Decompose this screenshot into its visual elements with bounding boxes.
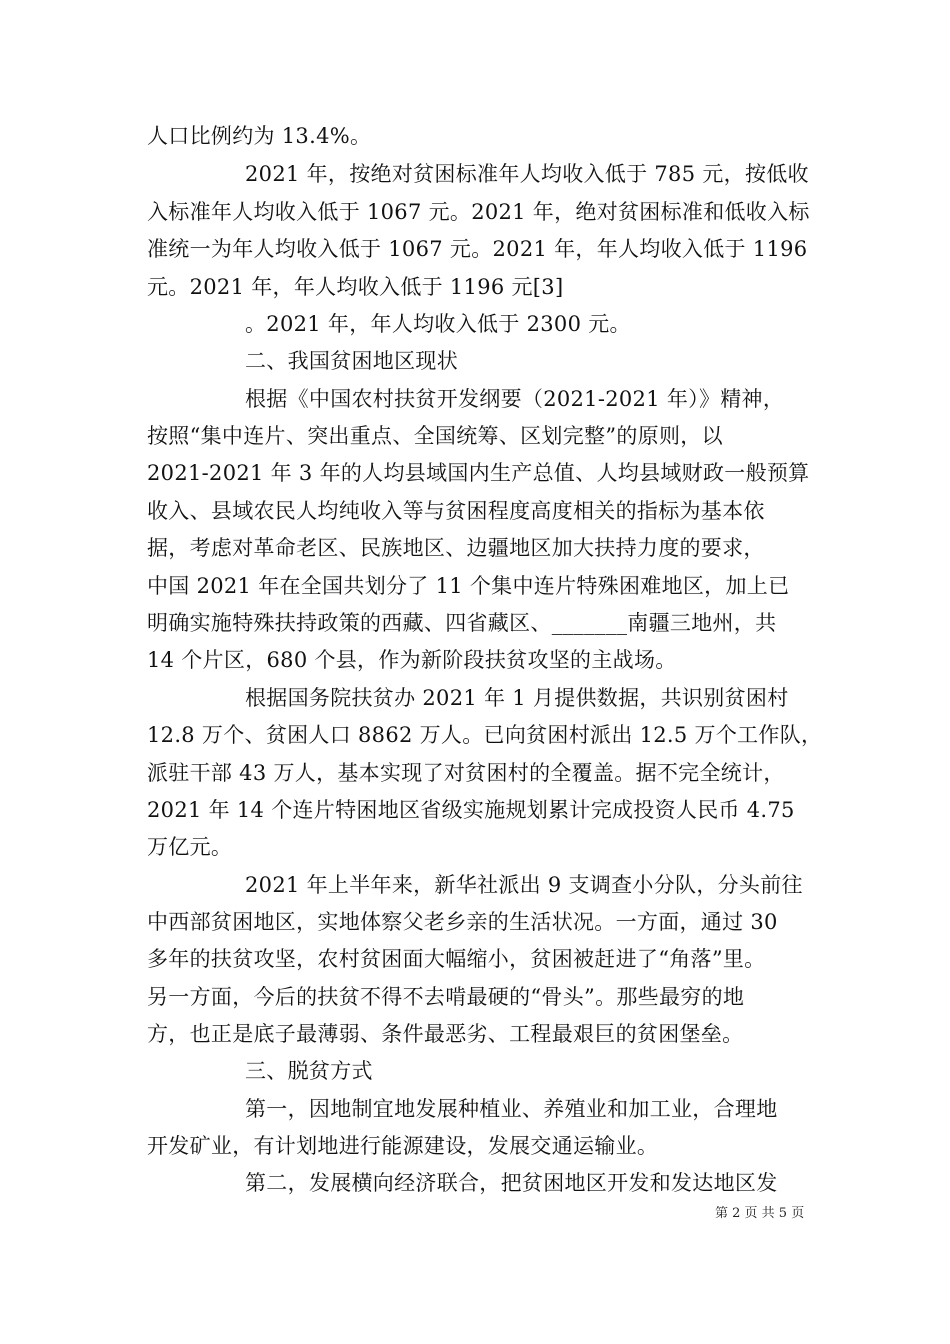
text-line: 收入、县域农民人均纯收入等与贫困程度高度相关的指标为基本依 — [147, 499, 765, 523]
text-line: 准统一为年人均收入低于 1067 元。2021 年，年人均收入低于 1196 — [147, 237, 808, 261]
text-line: 第一，因地制宜地发展种植业、养殖业和加工业，合理地 — [245, 1097, 778, 1121]
section-heading: 三、脱贫方式 — [245, 1059, 373, 1083]
text-line: 万亿元。 — [147, 835, 233, 859]
text-line: 根据《中国农村扶贫开发纲要（2021-2021 年）》精神， — [245, 387, 785, 411]
text-line: 12.8 万个、贫困人口 8862 万人。已向贫困村派出 12.5 万个工作队， — [147, 723, 823, 747]
text-line: 多年的扶贫攻坚，农村贫困面大幅缩小，贫困被赶进了“角落”里。 — [147, 947, 766, 971]
text-line: 派驻干部 43 万人，基本实现了对贫困村的全覆盖。据不完全统计， — [147, 761, 785, 785]
text-line: 第二，发展横向经济联合，把贫困地区开发和发达地区发 — [245, 1171, 778, 1195]
text-line: 按照“集中连片、突出重点、全国统筹、区划完整”的原则，以 — [147, 424, 723, 448]
text-line: 开发矿业，有计划地进行能源建设，发展交通运输业。 — [147, 1134, 659, 1158]
text-line: 入标准年人均收入低于 1067 元。2021 年，绝对贫困标准和低收入标 — [147, 200, 810, 224]
text-line: 中国 2021 年在全国共划分了 11 个集中连片特殊困难地区，加上已 — [147, 574, 790, 598]
text-line: 2021-2021 年 3 年的人均县域国内生产总值、人均县域财政一般预算 — [147, 461, 810, 485]
text-line: 人口比例约为 13.4%。 — [147, 124, 372, 148]
text-line: 根据国务院扶贫办 2021 年 1 月提供数据，共识别贫困村 — [245, 686, 789, 710]
text-line: 14 个片区，680 个县，作为新阶段扶贫攻坚的主战场。 — [147, 648, 677, 672]
text-line: 2021 年上半年来，新华社派出 9 支调查小分队，分头前往 — [245, 873, 803, 897]
text-line: 中西部贫困地区，实地体察父老乡亲的生活状况。一方面，通过 30 — [147, 910, 778, 934]
text-line: 。2021 年，年人均收入低于 2300 元。 — [245, 312, 631, 336]
text-line: 据，考虑对革命老区、民族地区、边疆地区加大扶持力度的要求， — [147, 536, 765, 560]
section-heading: 二、我国贫困地区现状 — [245, 349, 458, 373]
text-line: 元。2021 年，年人均收入低于 1196 元[3] — [147, 275, 564, 299]
text-line: 明确实施特殊扶持政策的西藏、四省藏区、_______南疆三地州，共 — [147, 611, 777, 635]
text-line: 2021 年，按绝对贫困标准年人均收入低于 785 元，按低收 — [245, 162, 809, 186]
text-line: 2021 年 14 个连片特困地区省级实施规划累计完成投资人民币 4.75 — [147, 798, 795, 822]
page-number-footer: 第 2 页 共 5 页 — [715, 1206, 805, 1221]
text-line: 另一方面，今后的扶贫不得不去啃最硬的“骨头”。那些最穷的地 — [147, 985, 745, 1009]
text-line: 方，也正是底子最薄弱、条件最恶劣、工程最艰巨的贫困堡垒。 — [147, 1022, 744, 1046]
